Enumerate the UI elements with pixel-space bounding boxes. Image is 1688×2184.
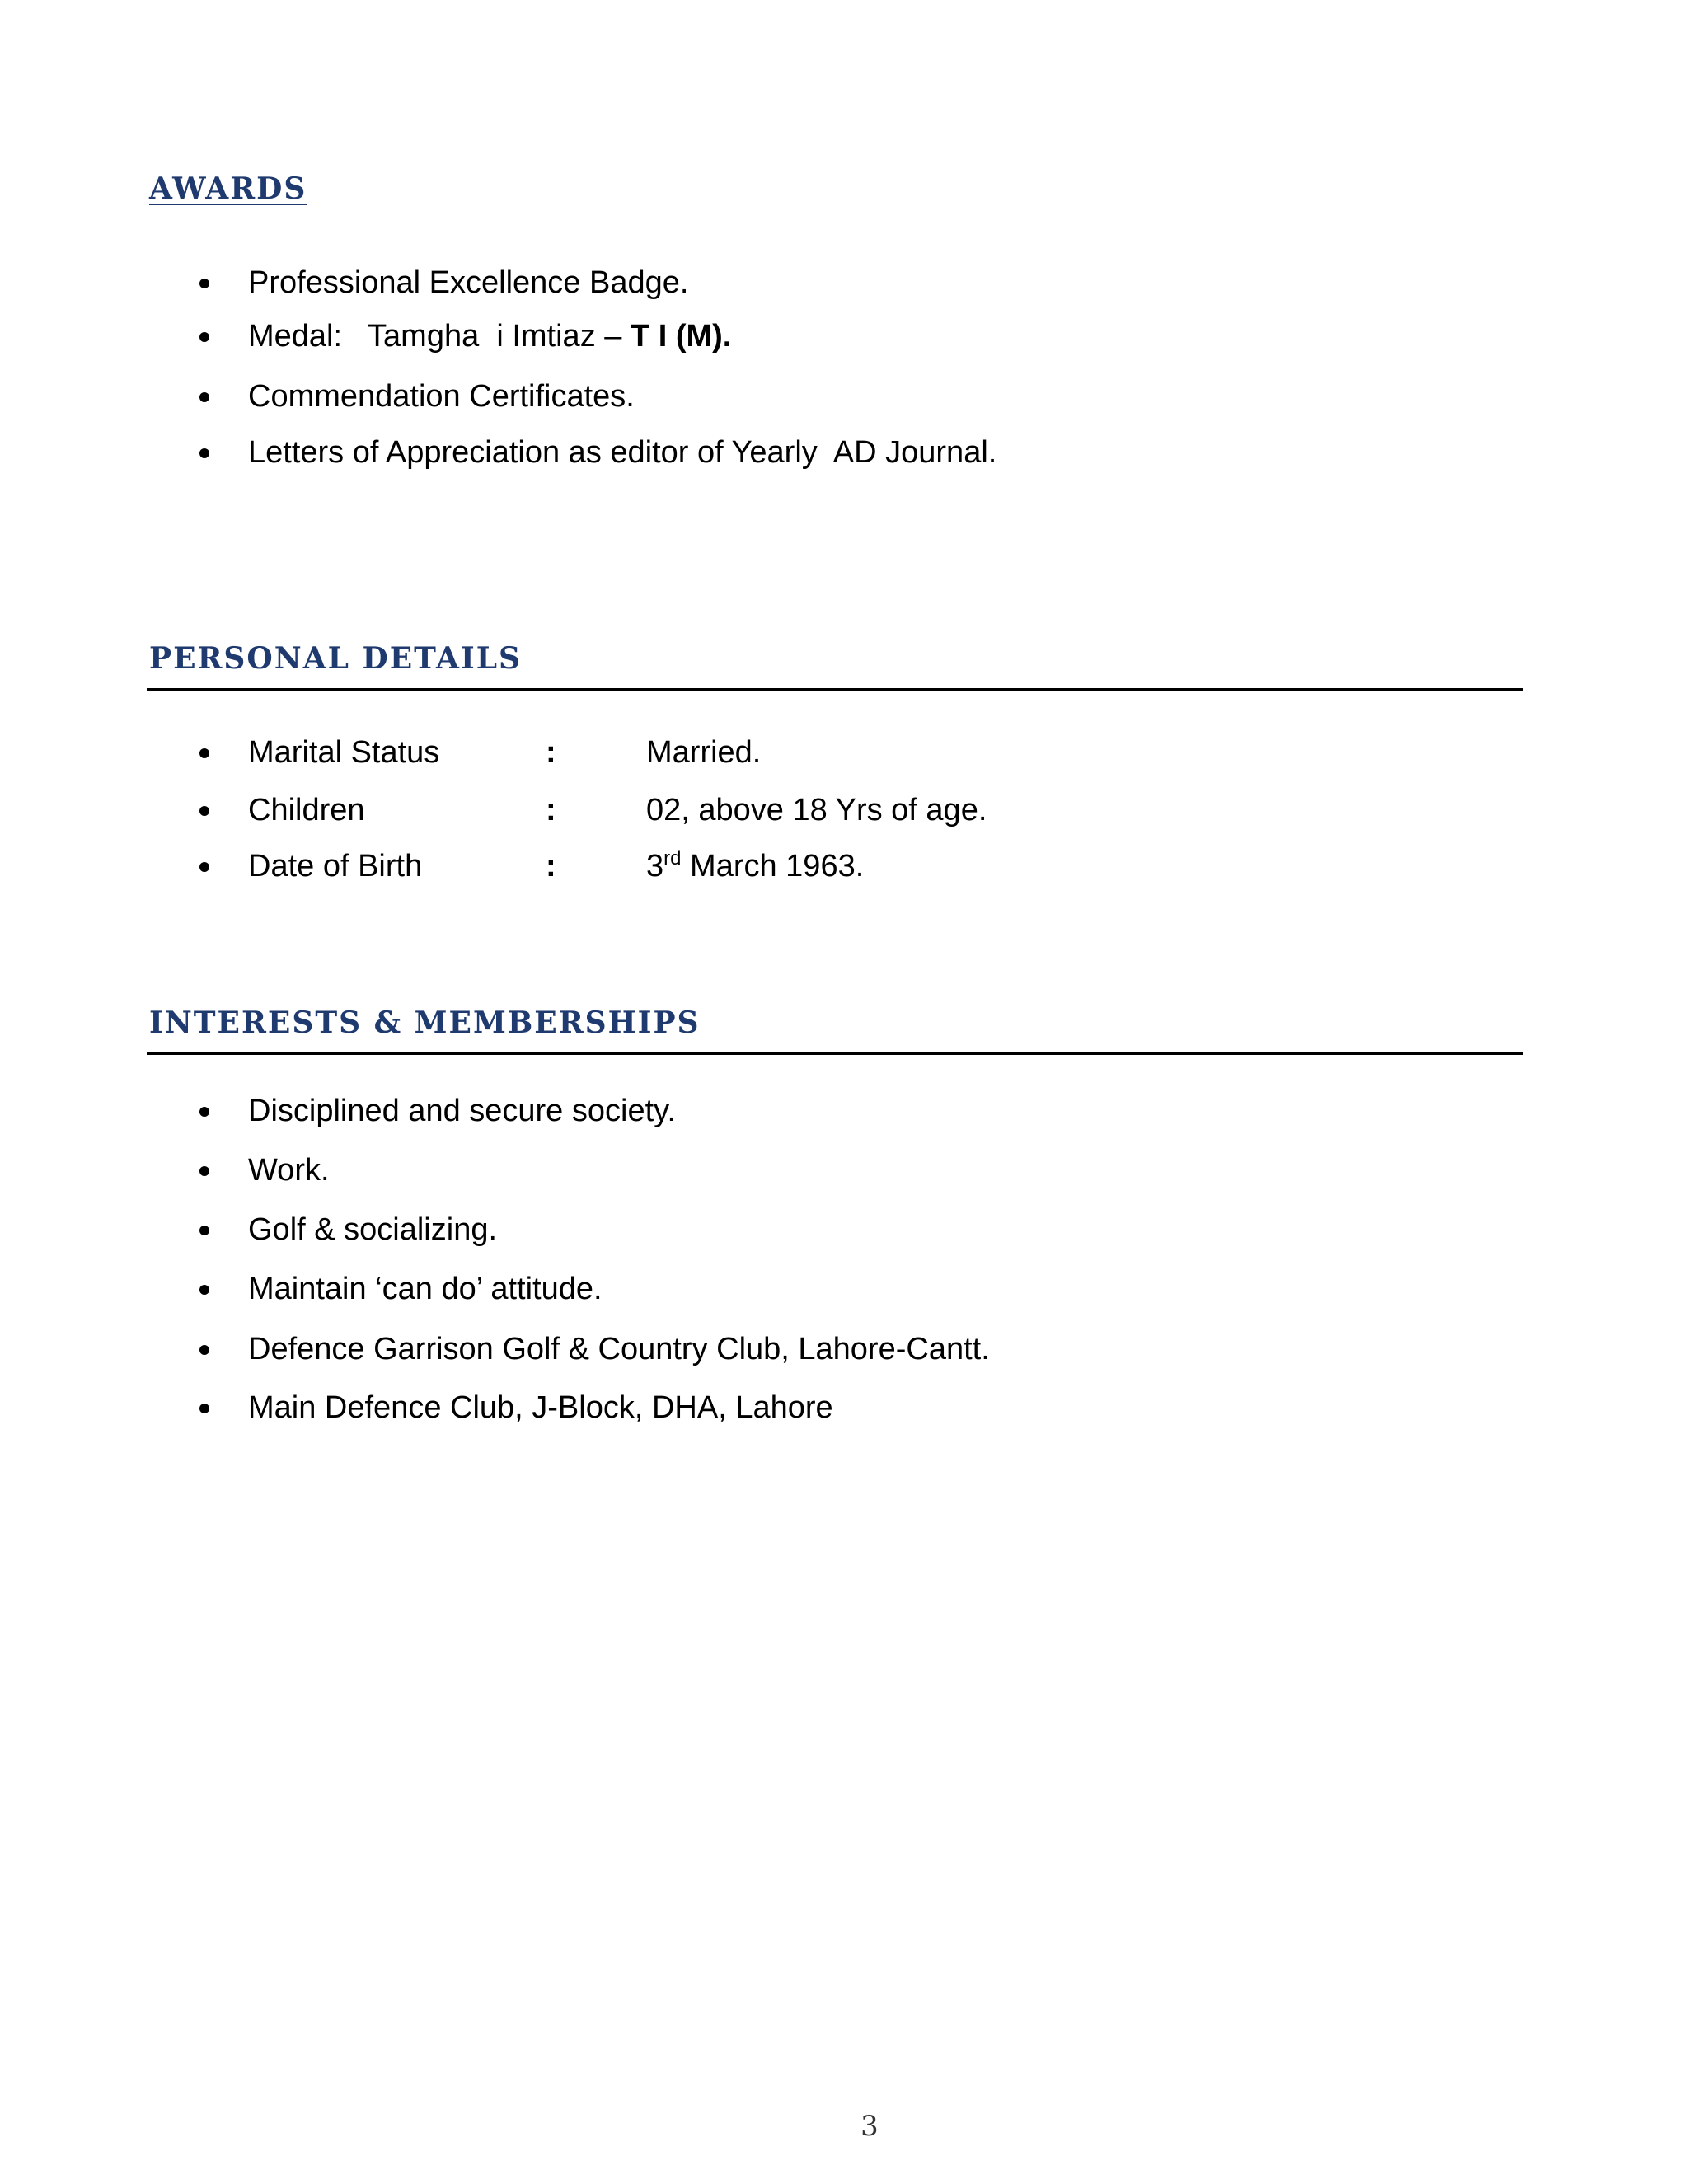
bullet-icon bbox=[199, 448, 209, 458]
interests-heading: INTERESTS & MEMBERSHIPS bbox=[149, 1005, 701, 1040]
bullet-icon bbox=[199, 392, 209, 402]
section-divider bbox=[147, 688, 1523, 691]
bullet-icon bbox=[199, 1404, 209, 1413]
award-text: Professional Excellence Badge. bbox=[248, 265, 689, 300]
detail-key: Date of Birth bbox=[248, 849, 423, 883]
detail-value: Married. bbox=[646, 735, 762, 770]
award-medal-text: Medal: Tamgha i Imtiaz – bbox=[248, 319, 631, 354]
detail-value: 02, above 18 Yrs of age. bbox=[646, 793, 987, 827]
detail-colon: : bbox=[546, 793, 556, 827]
dob-suffix: rd bbox=[663, 847, 682, 869]
detail-colon: : bbox=[546, 735, 556, 770]
dob-rest: March 1963. bbox=[681, 849, 865, 883]
bullet-icon bbox=[199, 279, 209, 288]
bullet-icon bbox=[199, 806, 209, 816]
award-text: Letters of Appreciation as editor of Yearly AD Journal. bbox=[248, 435, 997, 470]
detail-value bbox=[646, 846, 864, 887]
bullet-icon bbox=[199, 1166, 209, 1176]
detail-key: Children bbox=[248, 793, 365, 827]
interest-text: Maintain ‘can do’ attitude. bbox=[248, 1272, 603, 1306]
award-text: Commendation Certificates. bbox=[248, 379, 635, 414]
bullet-icon bbox=[199, 332, 209, 342]
page-number: 3 bbox=[860, 2110, 879, 2143]
detail-key: Marital Status bbox=[248, 735, 440, 770]
personal-details-heading: PERSONAL DETAILS bbox=[149, 641, 523, 676]
bullet-icon bbox=[199, 1107, 209, 1117]
awards-heading: AWARDS bbox=[149, 171, 307, 206]
bullet-icon bbox=[199, 862, 209, 872]
detail-colon: : bbox=[546, 849, 556, 883]
award-medal-abbrev: T I (M). bbox=[630, 319, 732, 354]
bullet-icon bbox=[199, 748, 209, 758]
interest-text: Golf & socializing. bbox=[248, 1212, 498, 1247]
interest-text: Work. bbox=[248, 1153, 330, 1188]
interest-text: Main Defence Club, J-Block, DHA, Lahore bbox=[248, 1390, 833, 1425]
bullet-icon bbox=[199, 1345, 209, 1355]
interest-text: Defence Garrison Golf & Country Club, Lahore-Cantt. bbox=[248, 1332, 990, 1366]
interest-text: Disciplined and secure society. bbox=[248, 1094, 676, 1128]
section-divider bbox=[147, 1052, 1523, 1055]
bullet-icon bbox=[199, 1226, 209, 1235]
award-text bbox=[248, 316, 731, 357]
bullet-icon bbox=[199, 1285, 209, 1295]
dob-day: 3 bbox=[646, 849, 664, 883]
